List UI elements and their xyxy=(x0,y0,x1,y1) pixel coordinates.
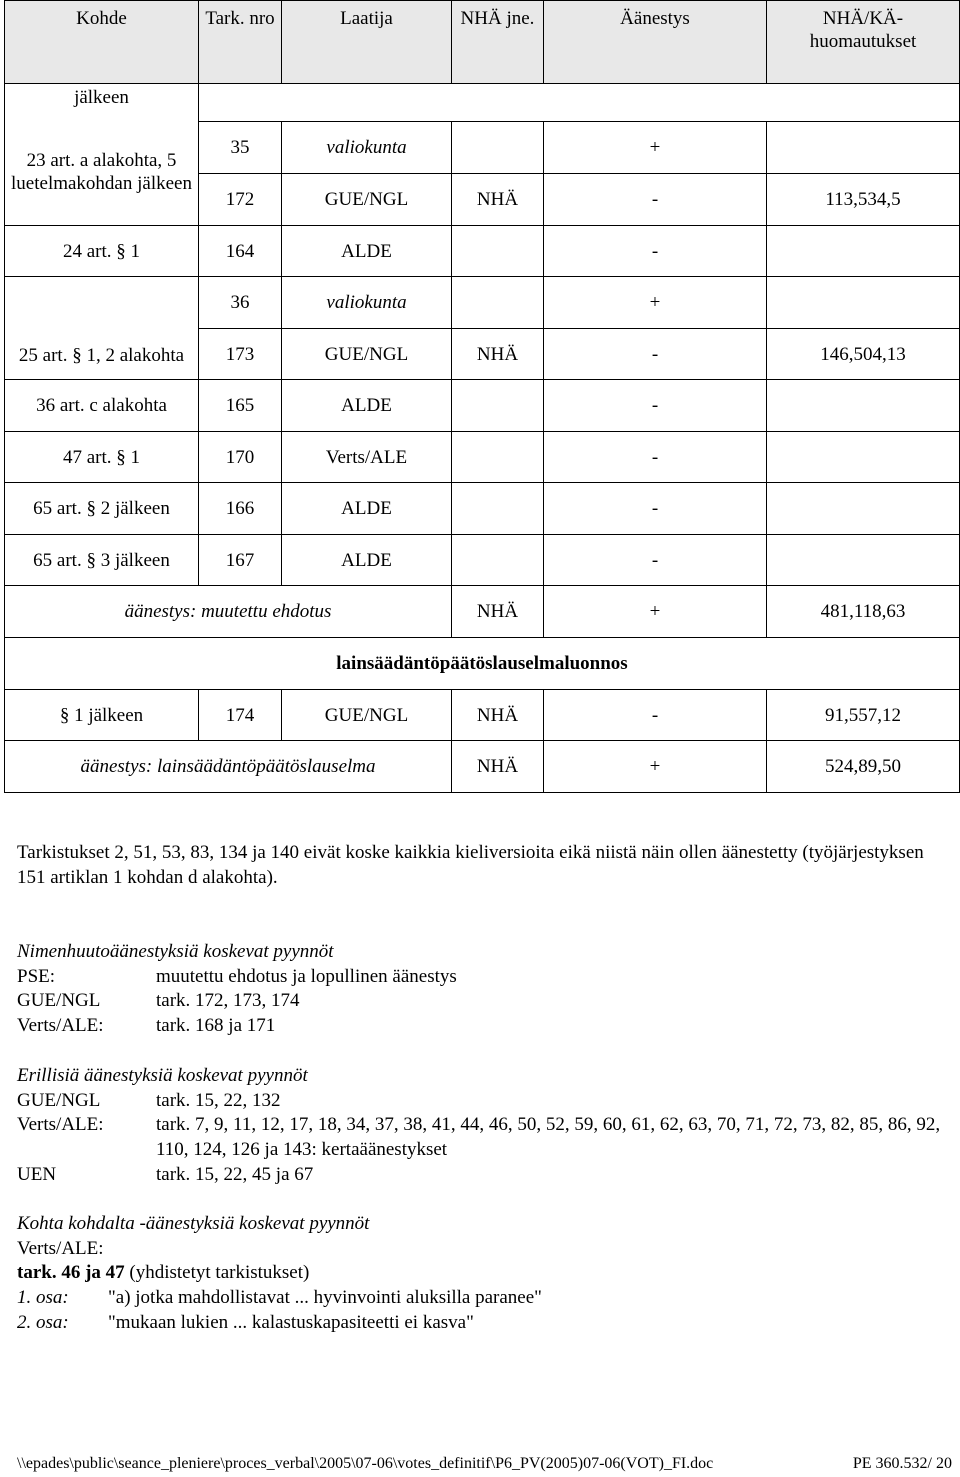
cell-nha: NHÄ xyxy=(452,690,544,741)
cell-notes xyxy=(767,380,960,432)
table-row xyxy=(5,380,960,432)
cell-laatija: Verts/ALE xyxy=(282,432,452,483)
spacer-cell xyxy=(199,84,960,122)
group-label: GUE/NGL xyxy=(17,990,101,1012)
table-row xyxy=(5,432,960,483)
list-item xyxy=(17,1286,952,1311)
cell-nha xyxy=(452,380,544,432)
cell-vote: + xyxy=(544,586,767,638)
table-row xyxy=(5,226,960,277)
header-aanestys: Äänestys xyxy=(544,1,767,84)
part-label: 2. osa: xyxy=(17,1311,69,1333)
cell-notes xyxy=(767,277,960,329)
vote-row xyxy=(5,741,960,793)
page-footer xyxy=(17,1455,952,1473)
cell-kohde: 65 art. § 2 jälkeen xyxy=(5,483,199,535)
list-item xyxy=(17,1089,952,1114)
cell-nro: 167 xyxy=(199,535,282,586)
group-label: Verts/ALE: xyxy=(17,1237,104,1259)
amendment-numbers: tark. 46 ja 47 xyxy=(17,1262,125,1284)
cell-vote: + xyxy=(544,741,767,793)
list-item xyxy=(17,989,952,1014)
request-text: muutettu ehdotus ja lopullinen äänestys xyxy=(156,965,457,987)
cell-notes xyxy=(767,226,960,277)
list-item xyxy=(17,1113,952,1162)
cell-laatija: valiokunta xyxy=(282,122,452,174)
split-block xyxy=(17,1212,952,1336)
cell-nha: NHÄ xyxy=(452,174,544,226)
list-item xyxy=(17,1014,952,1039)
cell-vote: - xyxy=(544,329,767,380)
cell-vote: - xyxy=(544,483,767,535)
kohde-text: 23 art. a alakohta, 5 luetelmakohdan jälkeen xyxy=(11,150,192,194)
header-huomautukset: NHÄ/KÄ-huomautukset xyxy=(767,1,960,84)
section-row xyxy=(5,638,960,690)
group-label: GUE/NGL xyxy=(17,1089,101,1111)
cell-notes xyxy=(767,535,960,586)
kohde-continuation: jälkeen xyxy=(74,87,129,108)
cell-notes: 524,89,50 xyxy=(767,741,960,793)
cell-nha xyxy=(452,535,544,586)
votes-table xyxy=(4,0,960,793)
cell-laatija: GUE/NGL xyxy=(282,690,452,741)
vote-label: äänestys: muutettu ehdotus xyxy=(5,586,452,638)
group-label: Verts/ALE: xyxy=(17,1015,104,1037)
header-nha: NHÄ jne. xyxy=(452,1,544,84)
table-header-row xyxy=(5,1,960,84)
file-path: \\epades\public\seance_pleniere\proces_verbal\2005\07-06\votes_definitif\P6_PV(2005)07-06(VOT)_FI.doc xyxy=(17,1455,714,1472)
cell-nha: NHÄ xyxy=(452,741,544,793)
list-item xyxy=(17,965,952,990)
part-label: 1. osa: xyxy=(17,1287,69,1309)
cell-vote: - xyxy=(544,174,767,226)
document-ref: PE 360.532/ 20 xyxy=(852,1455,952,1472)
cell-laatija: ALDE xyxy=(282,226,452,277)
cell-notes xyxy=(767,432,960,483)
cell-vote: - xyxy=(544,432,767,483)
list-item xyxy=(17,1311,952,1336)
separate-title: Erillisiä äänestyksiä koskevat pyynnöt xyxy=(17,1065,308,1086)
request-text: tark. 15, 22, 45 ja 67 xyxy=(156,1163,314,1185)
cell-notes: 146,504,13 xyxy=(767,329,960,380)
cell-nro: 166 xyxy=(199,483,282,535)
cell-vote: + xyxy=(544,122,767,174)
cell-notes xyxy=(767,122,960,174)
vote-label: äänestys: lainsäädäntöpäätöslauselma xyxy=(5,741,452,793)
split-title: Kohta kohdalta -äänestyksiä koskevat pyynnöt xyxy=(17,1213,370,1234)
cell-nha: NHÄ xyxy=(452,329,544,380)
cell-kohde: 47 art. § 1 xyxy=(5,432,199,483)
request-text: tark. 15, 22, 132 xyxy=(156,1089,281,1111)
cell-laatija: ALDE xyxy=(282,483,452,535)
table-row xyxy=(5,483,960,535)
table-row xyxy=(5,277,960,329)
cell-nha xyxy=(452,483,544,535)
amendment-line xyxy=(17,1261,952,1286)
cell-notes: 91,557,12 xyxy=(767,690,960,741)
cell-notes: 113,534,5 xyxy=(767,174,960,226)
header-laatija: Laatija xyxy=(282,1,452,84)
intro-note: Tarkistukset 2, 51, 53, 83, 134 ja 140 eivät koske kaikkia kieliversioita eikä niistä näin ollen äänestetty (työjärjestyksen 151 artiklan 1 kohdan d alakohta). xyxy=(17,842,924,888)
cell-vote: - xyxy=(544,690,767,741)
cell-nha xyxy=(452,432,544,483)
cell-nro: 172 xyxy=(199,174,282,226)
cell-notes xyxy=(767,483,960,535)
cell-laatija: valiokunta xyxy=(282,277,452,329)
cell-laatija: GUE/NGL xyxy=(282,329,452,380)
cell-nha xyxy=(452,277,544,329)
cell-laatija: ALDE xyxy=(282,535,452,586)
part-text: "a) jotka mahdollistavat ... hyvinvointi aluksilla paranee" xyxy=(108,1287,542,1309)
vote-row xyxy=(5,586,960,638)
group-label: UEN xyxy=(17,1163,57,1185)
cell-vote: - xyxy=(544,226,767,277)
cell-kohde: 24 art. § 1 xyxy=(5,226,199,277)
cell-kohde: 65 art. § 3 jälkeen xyxy=(5,535,199,586)
cell-nro: 165 xyxy=(199,380,282,432)
cell-laatija: ALDE xyxy=(282,380,452,432)
cell-kohde: 36 art. c alakohta xyxy=(5,380,199,432)
request-text: tark. 7, 9, 11, 12, 17, 18, 34, 37, 38, 41, 44, 46, 50, 52, 59, 60, 61, 62, 63, 70, 71, 72, 73, 82, 85, 86, 92, 110, 124, 126 ja 143: kertaäänestykset xyxy=(156,1114,941,1161)
cell-nro: 164 xyxy=(199,226,282,277)
cell-vote: - xyxy=(544,535,767,586)
list-item xyxy=(17,1163,952,1188)
separate-block xyxy=(17,1064,952,1188)
rollcall-block xyxy=(17,940,952,1039)
cell-nro: 174 xyxy=(199,690,282,741)
cell-nro: 35 xyxy=(199,122,282,174)
rollcall-title: Nimenhuutoäänestyksiä koskevat pyynnöt xyxy=(17,941,334,962)
part-text: "mukaan lukien ... kalastuskapasiteetti ei kasva" xyxy=(108,1311,474,1333)
table-row xyxy=(5,535,960,586)
amendment-note: (yhdistetyt tarkistukset) xyxy=(124,1262,310,1284)
cell-kohde xyxy=(5,84,199,226)
table-row xyxy=(5,84,960,122)
cell-laatija: GUE/NGL xyxy=(282,174,452,226)
cell-nha xyxy=(452,122,544,174)
cell-nro: 173 xyxy=(199,329,282,380)
group-label: Verts/ALE: xyxy=(17,1114,104,1136)
header-tark-nro: Tark. nro xyxy=(199,1,282,84)
cell-vote: + xyxy=(544,277,767,329)
group-label: PSE: xyxy=(17,965,56,987)
cell-kohde: 25 art. § 1, 2 alakohta xyxy=(5,277,199,380)
cell-nro: 170 xyxy=(199,432,282,483)
section-title: lainsäädäntöpäätöslauselmaluonnos xyxy=(5,638,960,690)
cell-notes: 481,118,63 xyxy=(767,586,960,638)
request-text: tark. 168 ja 171 xyxy=(156,1015,276,1037)
cell-nha: NHÄ xyxy=(452,586,544,638)
request-text: tark. 172, 173, 174 xyxy=(156,990,300,1012)
cell-kohde: § 1 jälkeen xyxy=(5,690,199,741)
table-row xyxy=(5,690,960,741)
cell-vote: - xyxy=(544,380,767,432)
header-kohde: Kohde xyxy=(5,1,199,84)
cell-nha xyxy=(452,226,544,277)
cell-nro: 36 xyxy=(199,277,282,329)
